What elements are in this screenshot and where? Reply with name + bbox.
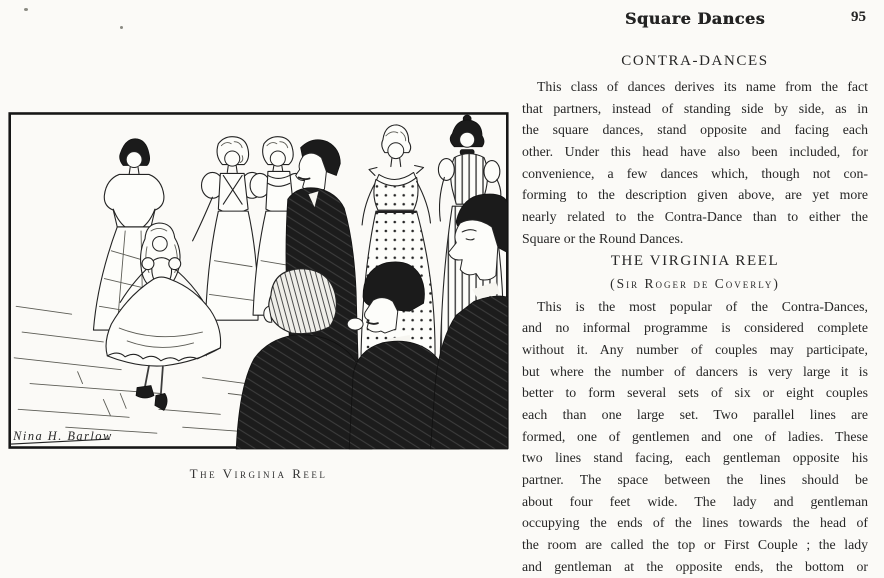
- page-number: 95: [851, 9, 866, 25]
- text-line: nearly related to the Contra-Dance than to either the: [522, 209, 868, 225]
- text-line: about four feet wide. The lady and gentleman: [522, 493, 868, 509]
- text-line: two lines stand facing, each gentleman opposite his: [522, 450, 868, 466]
- text-line: but where the number of dancers is very large it is: [522, 363, 868, 379]
- text-line: and no informal programme is considered complete: [522, 320, 868, 336]
- section-heading-contra-dances: CONTRA-DANCES: [621, 53, 769, 69]
- illustration-frame: [6, 112, 511, 450]
- text-line: the room are called the top or First Couple ; the lady: [522, 537, 868, 553]
- illustration-caption: The Virginia Reel: [189, 466, 328, 481]
- section-heading-virginia-reel: THE VIRGINIA REEL: [610, 252, 780, 269]
- text-column: [522, 0, 868, 577]
- text-line: that partners, instead of standing side by side, as in: [522, 100, 868, 116]
- text-line: convenience, a few dances which, though not con-: [522, 165, 868, 181]
- paragraph-contra-dances: [522, 76, 868, 250]
- virginia-reel-drawing: [6, 112, 511, 450]
- ink-speck: [24, 8, 28, 11]
- text-line: Square or the Round Dances.: [522, 230, 684, 246]
- running-title: Square Dances: [624, 9, 766, 28]
- text-line: forming to the description given above, are yet more: [522, 187, 868, 203]
- text-line: each than one large set. Two parallel lines are: [522, 406, 868, 422]
- text-line: and gentleman at the opposite ends, the bottom or: [522, 558, 868, 574]
- text-line: partner. The space between the lines should be: [522, 472, 868, 487]
- paragraph-virginia-reel: [522, 296, 868, 578]
- section-subheading: (Sir Roger de Coverly): [610, 275, 780, 291]
- text-line: occupying the ends of the lines towards the head of: [522, 515, 868, 531]
- text-line: better to form several sets of six or eight couples: [522, 385, 868, 401]
- text-line: the square dances, stand opposite and facing each: [522, 122, 868, 138]
- artist-signature: Nina H. Barlow: [13, 429, 113, 444]
- text-line: other. Under this head have also been included, for: [522, 144, 868, 160]
- running-head: [522, 0, 868, 30]
- text-line: This is the most popular of the Contra-Dances,: [537, 298, 868, 314]
- dancer-woman-2: [193, 137, 263, 320]
- ink-speck: [120, 26, 123, 29]
- text-line: formed, one of gentlemen and one of ladies. These: [522, 428, 868, 444]
- text-line: This class of dances derives its name from the fact: [537, 79, 868, 94]
- text-line: without it. Any number of couples may participate,: [522, 341, 868, 357]
